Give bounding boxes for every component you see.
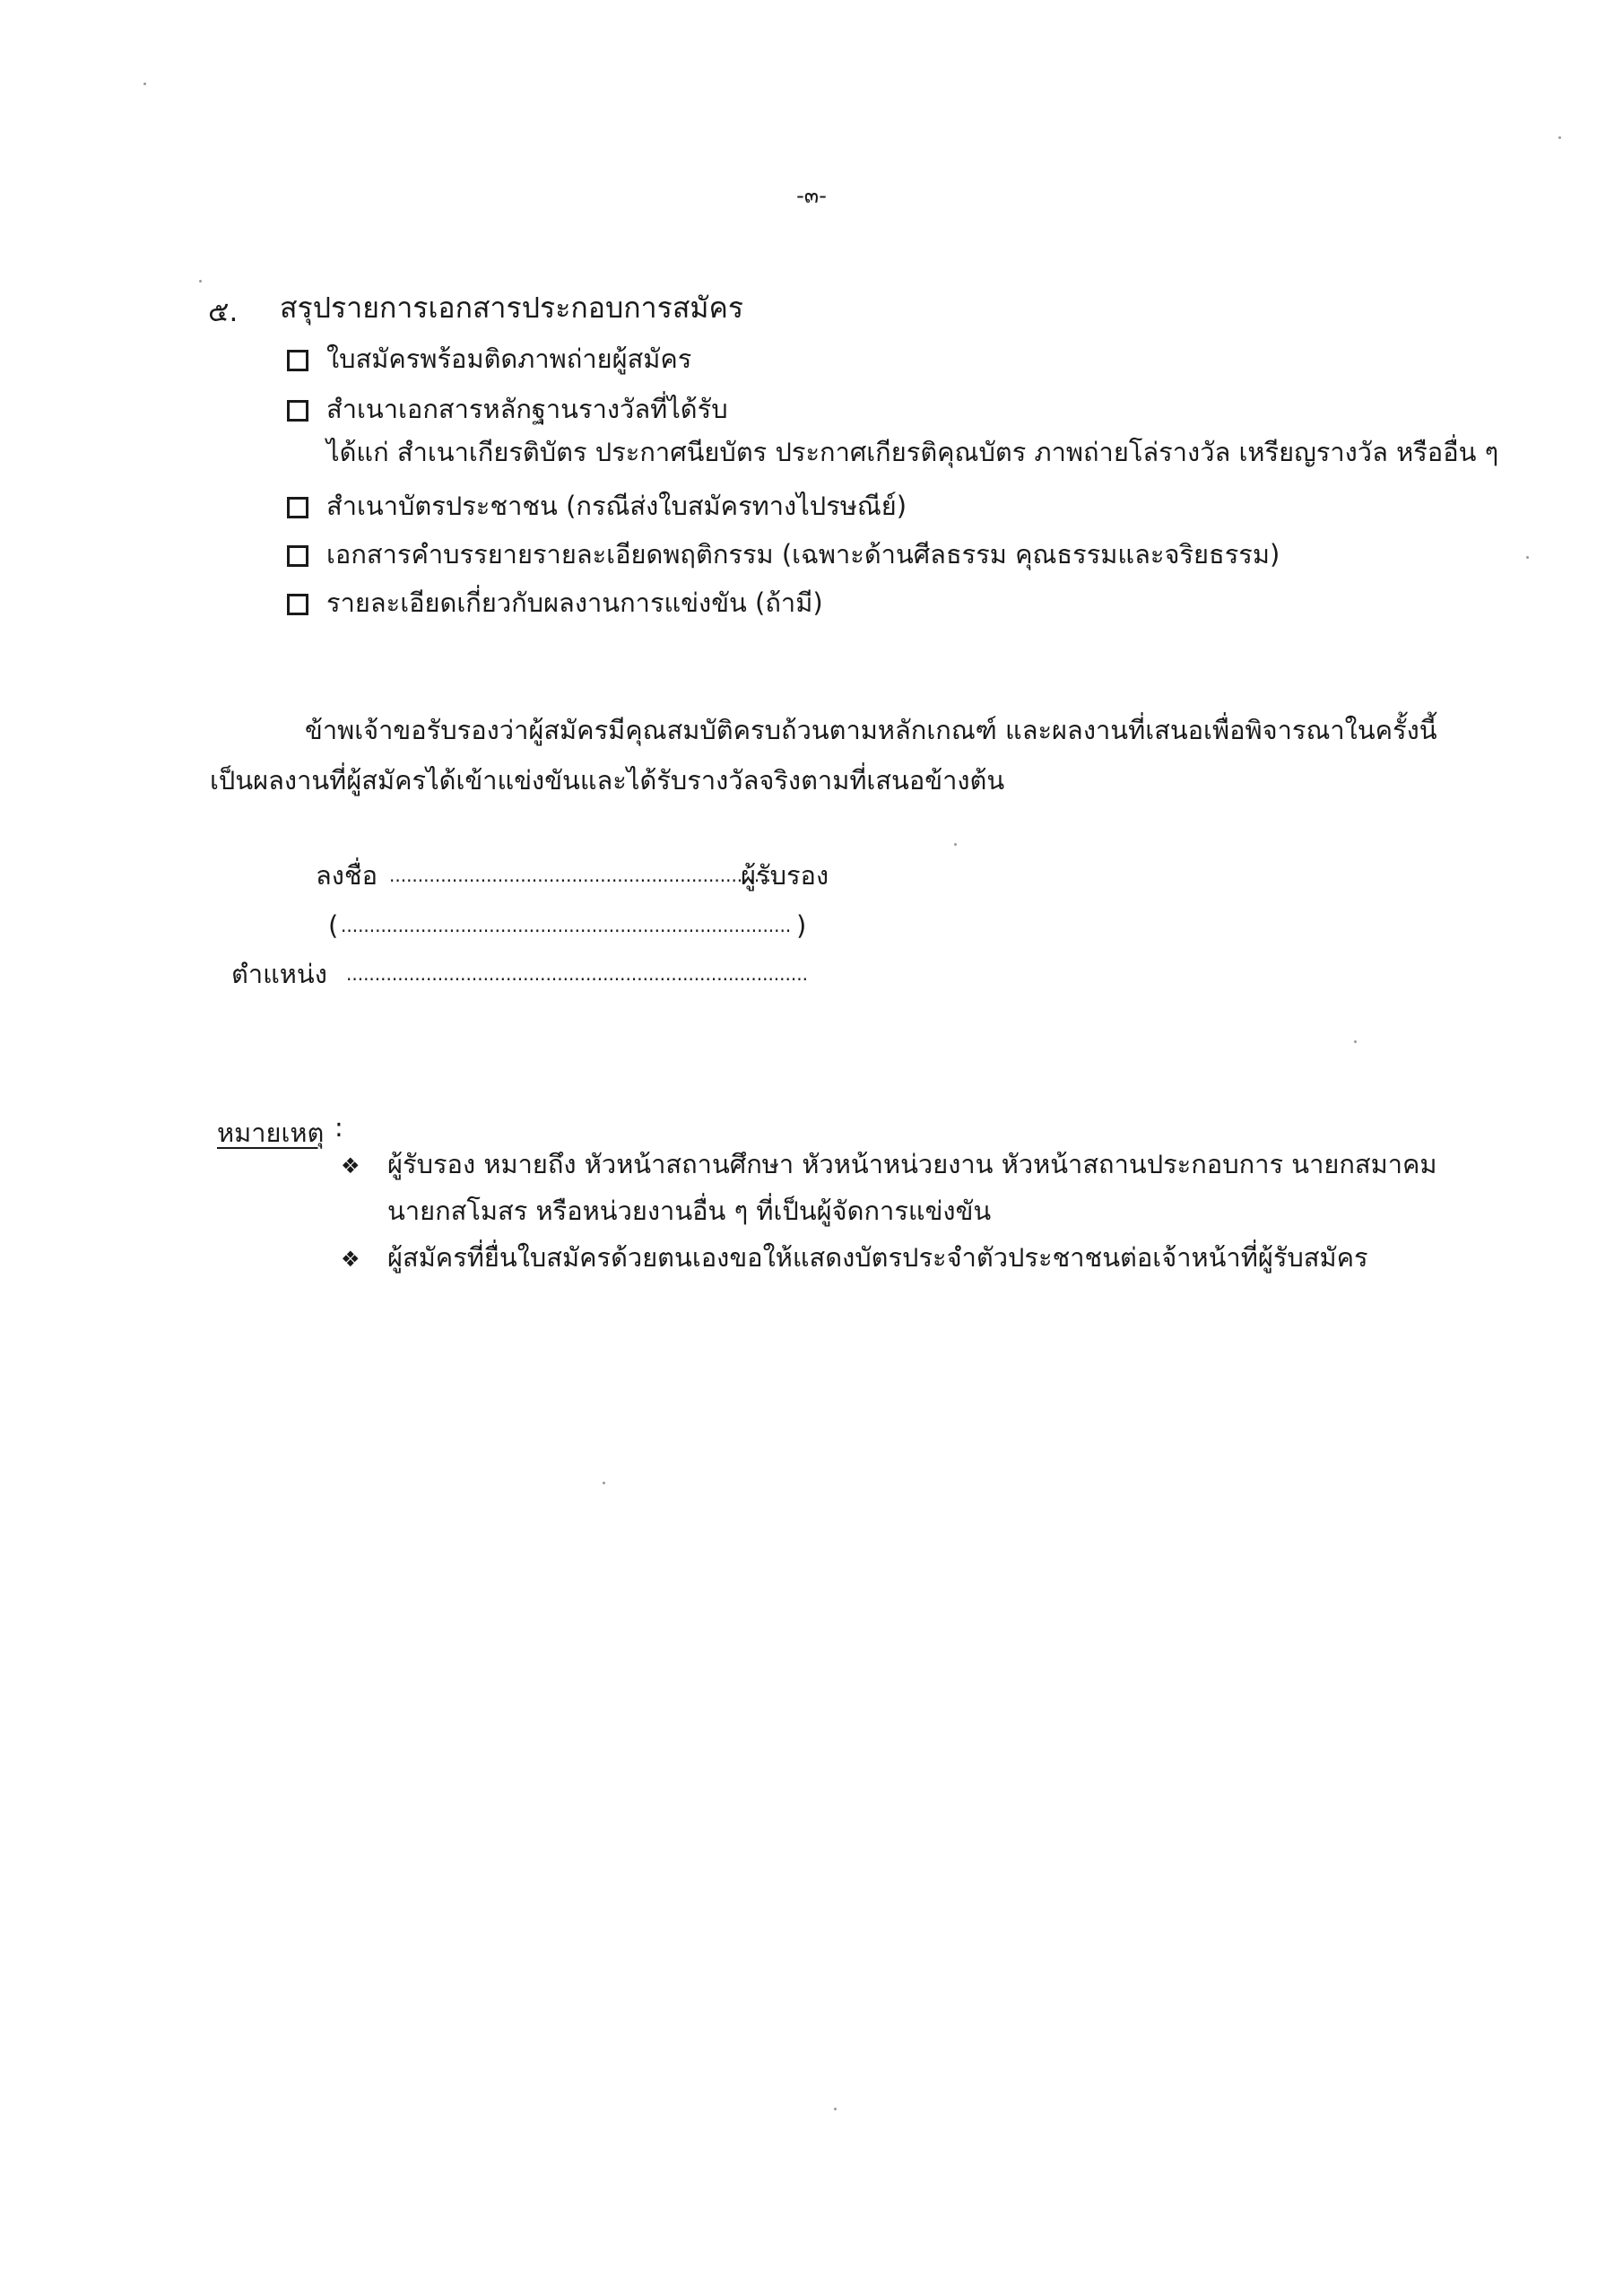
scan-speck	[603, 1482, 605, 1484]
scan-speck	[1558, 136, 1561, 139]
name-close-paren: )	[796, 910, 807, 941]
position-label: ตำแหน่ง	[231, 959, 327, 989]
note-item-line: ผู้รับรอง หมายถึง หัวหน้าสถานศึกษา หัวหน้าหน่วยงาน หัวหน้าสถานประกอบการ นายกสมาคม	[387, 1149, 1437, 1179]
position-line[interactable]: .................................................................................	[346, 963, 808, 985]
section-title: สรุปรายการเอกสารประกอบการสมัคร	[280, 291, 744, 325]
note-item-line: ผู้สมัครที่ยื่นใบสมัครด้วยตนเองขอให้แสดงบัตรประจำตัวประชาชนต่อเจ้าหน้าที่ผู้รับสมัคร	[387, 1242, 1368, 1273]
certification-line-2: เป็นผลงานที่ผู้สมัครได้เข้าแข่งขันและได้รับรางวัลจริงตามที่เสนอข้างต้น	[210, 765, 1005, 796]
note-item-line: นายกสโมสร หรือหน่วยงานอื่น ๆ ที่เป็นผู้จัดการแข่งขัน	[387, 1196, 992, 1226]
diamond-bullet-icon: ❖	[341, 1153, 360, 1178]
name-open-paren: (	[328, 910, 339, 941]
checkbox-behavior-description[interactable]	[287, 545, 308, 567]
checkbox-id-card-copy[interactable]	[287, 497, 308, 518]
signature-line[interactable]: ....................................................................	[389, 865, 777, 886]
scan-speck	[954, 843, 957, 846]
certification-line-1: ข้าพเจ้าขอรับรองว่าผู้สมัครมีคุณสมบัติครบถ้วนตามหลักเกณฑ์ และผลงานที่เสนอเพื่อพิจารณาในครั้งนี้	[305, 715, 1437, 745]
notes-heading: หมายเหตุ	[217, 1118, 325, 1148]
checkbox-application-form[interactable]	[287, 350, 308, 371]
sign-label: ลงชื่อ	[316, 860, 378, 891]
section-number: ๕.	[208, 296, 239, 328]
checklist-item-label: สำเนาเอกสารหลักฐานรางวัลที่ได้รับ	[326, 394, 728, 424]
diamond-bullet-icon: ❖	[341, 1247, 360, 1272]
checklist-item-label: สำเนาบัตรประชาชน (กรณีส่งใบสมัครทางไปรษณีย์)	[326, 491, 907, 521]
scan-speck	[834, 2108, 837, 2110]
checklist-item-detail: ได้แก่ สำเนาเกียรติบัตร ประกาศนียบัตร ประกาศเกียรติคุณบัตร ภาพถ่ายโล่รางวัล เหรียญรางวัล หรืออื่น ๆ	[326, 437, 1499, 467]
scan-speck	[199, 280, 202, 283]
scan-speck	[1526, 556, 1529, 559]
scan-speck	[143, 83, 146, 85]
checklist-item-label: ใบสมัครพร้อมติดภาพถ่ายผู้สมัคร	[326, 344, 692, 374]
checkbox-competition-details[interactable]	[287, 594, 308, 615]
checklist-item-label: เอกสารคำบรรยายรายละเอียดพฤติกรรม (เฉพาะด้านศีลธรรม คุณธรรมและจริยธรรม)	[326, 539, 1280, 570]
printed-name-line[interactable]: ...............................................................................	[341, 915, 792, 936]
scan-speck	[1354, 1040, 1357, 1043]
certifier-label: ผู้รับรอง	[741, 860, 829, 891]
checklist-item-label: รายละเอียดเกี่ยวกับผลงานการแข่งขัน (ถ้ามี)	[326, 587, 823, 618]
page-number: -๓-	[796, 183, 827, 208]
notes-colon: :	[334, 1112, 343, 1143]
checkbox-award-evidence[interactable]	[287, 400, 308, 422]
